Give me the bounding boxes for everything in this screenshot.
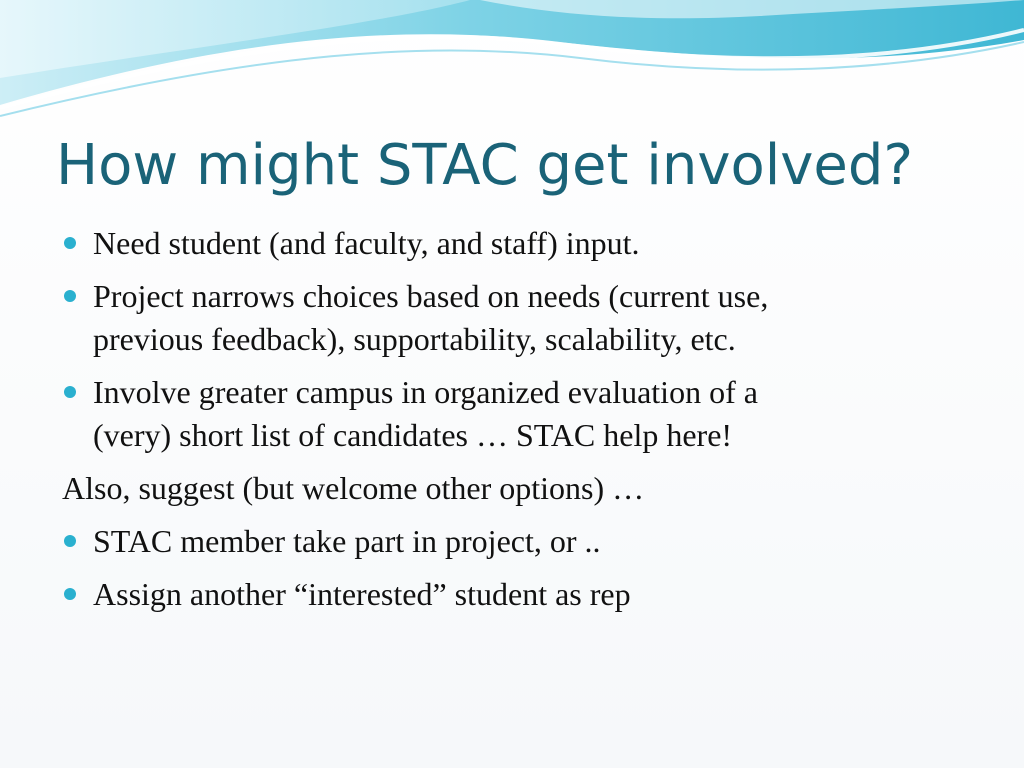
header-wave-decoration: [0, 0, 1024, 130]
bullet-text-line: STAC member take part in project, or ..: [93, 523, 601, 559]
bullet-item: [60, 573, 960, 616]
bullet-item: [60, 275, 960, 361]
bullet-item: [60, 222, 960, 265]
plain-text-item: [60, 467, 960, 510]
bullet-text-line: (very) short list of candidates … STAC help here!: [93, 417, 733, 453]
plain-text-line: Also, suggest (but welcome other options) …: [62, 470, 645, 506]
bullet-text-line: previous feedback), supportability, scalability, etc.: [93, 321, 736, 357]
bullet-item: [60, 520, 960, 563]
slide-title: How might STAC get involved?: [56, 133, 914, 198]
bullet-text-line: Involve greater campus in organized evaluation of a: [93, 374, 758, 410]
bullet-item: [60, 371, 960, 457]
bullet-dot-icon: [64, 535, 76, 547]
bullet-dot-icon: [64, 237, 76, 249]
bullet-dot-icon: [64, 290, 76, 302]
bullet-dot-icon: [64, 588, 76, 600]
bullet-dot-icon: [64, 386, 76, 398]
slide-body: [60, 222, 960, 626]
bullet-text-line: Need student (and faculty, and staff) input.: [93, 225, 640, 261]
bullet-text-line: Project narrows choices based on needs (current use,: [93, 278, 769, 314]
bullet-text-line: Assign another “interested” student as rep: [93, 576, 631, 612]
